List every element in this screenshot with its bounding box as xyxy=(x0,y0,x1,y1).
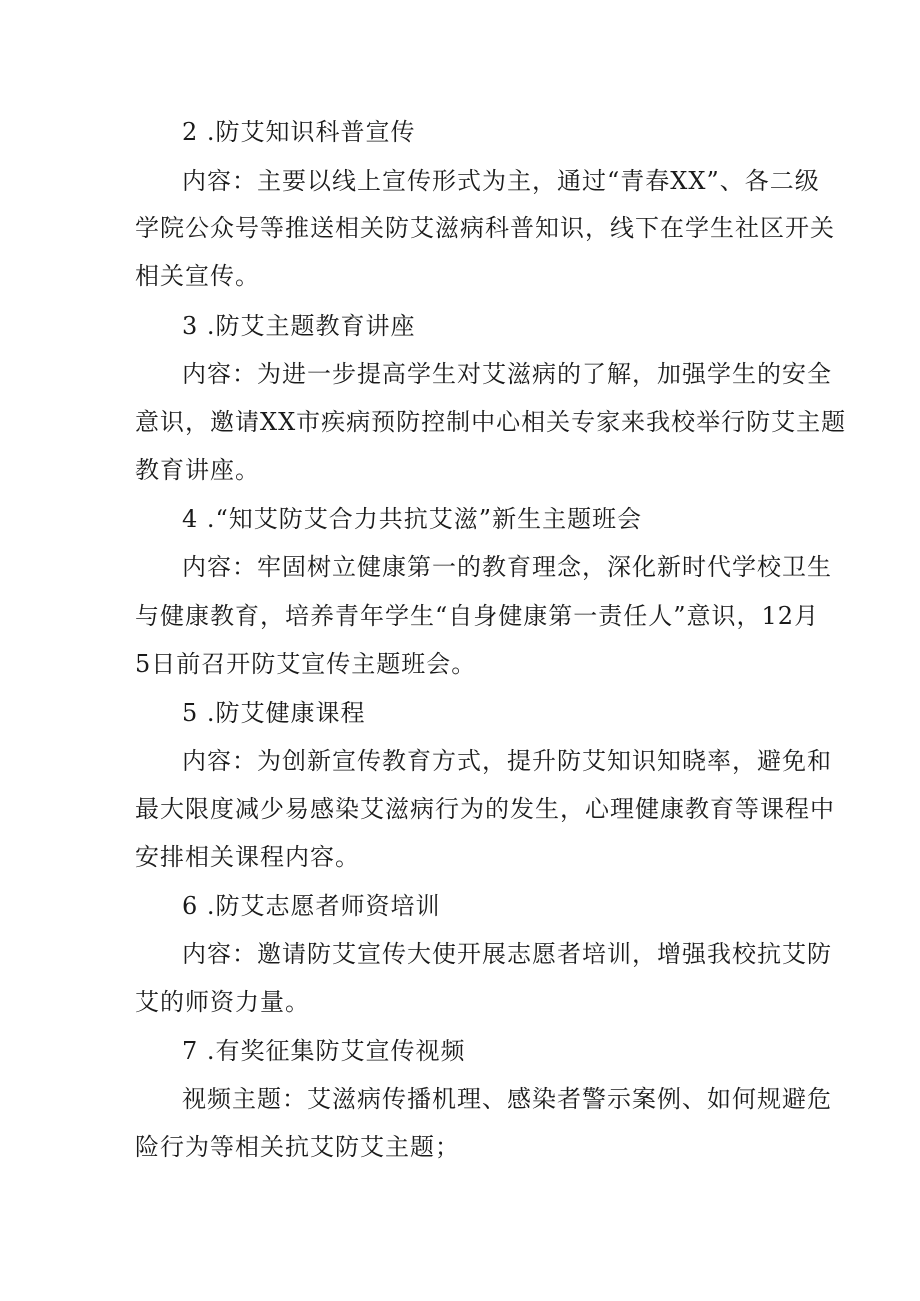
paragraph-line: 内容：为进一步提高学生对艾滋病的了解，加强学生的安全 xyxy=(182,360,832,388)
paragraph-line: 艾的师资力量。 xyxy=(135,988,310,1016)
paragraph-line: 5日前召开防艾宣传主题班会。 xyxy=(135,650,477,678)
section-heading: 4 .“知艾防艾合力共抗艾滋”新生主题班会 xyxy=(182,505,643,533)
section-heading: 3 .防艾主题教育讲座 xyxy=(182,312,416,340)
paragraph-line: 最大限度减少易感染艾滋病行为的发生，心理健康教育等课程中 xyxy=(135,795,835,823)
paragraph-line: 安排相关课程内容。 xyxy=(135,843,360,871)
paragraph-line: 险行为等相关抗艾防艾主题； xyxy=(135,1133,460,1161)
paragraph-line: 内容：主要以线上宣传形式为主，通过“青春XX”、各二级 xyxy=(182,167,820,195)
paragraph-line: 内容：为创新宣传教育方式，提升防艾知识知晓率，避免和 xyxy=(182,747,832,775)
section-heading: 2 .防艾知识科普宣传 xyxy=(182,118,416,146)
paragraph-line: 内容：邀请防艾宣传大使开展志愿者培训，增强我校抗艾防 xyxy=(182,940,832,968)
paragraph-line: 学院公众号等推送相关防艾滋病科普知识，线下在学生社区开关 xyxy=(135,214,835,242)
paragraph-line: 意识，邀请XX市疾病预防控制中心相关专家来我校举行防艾主题 xyxy=(135,408,847,436)
section-heading: 5 .防艾健康课程 xyxy=(182,699,366,727)
paragraph-line: 与健康教育，培养青年学生“自身健康第一责任人”意识，12月 xyxy=(135,602,820,630)
paragraph-line: 相关宣传。 xyxy=(135,262,260,290)
section-heading: 7 .有奖征集防艾宣传视频 xyxy=(182,1037,466,1065)
paragraph-line: 内容：牢固树立健康第一的教育理念，深化新时代学校卫生 xyxy=(182,553,832,581)
section-heading: 6 .防艾志愿者师资培训 xyxy=(182,892,441,920)
paragraph-line: 视频主题：艾滋病传播机理、感染者警示案例、如何规避危 xyxy=(182,1085,832,1113)
paragraph-line: 教育讲座。 xyxy=(135,456,260,484)
